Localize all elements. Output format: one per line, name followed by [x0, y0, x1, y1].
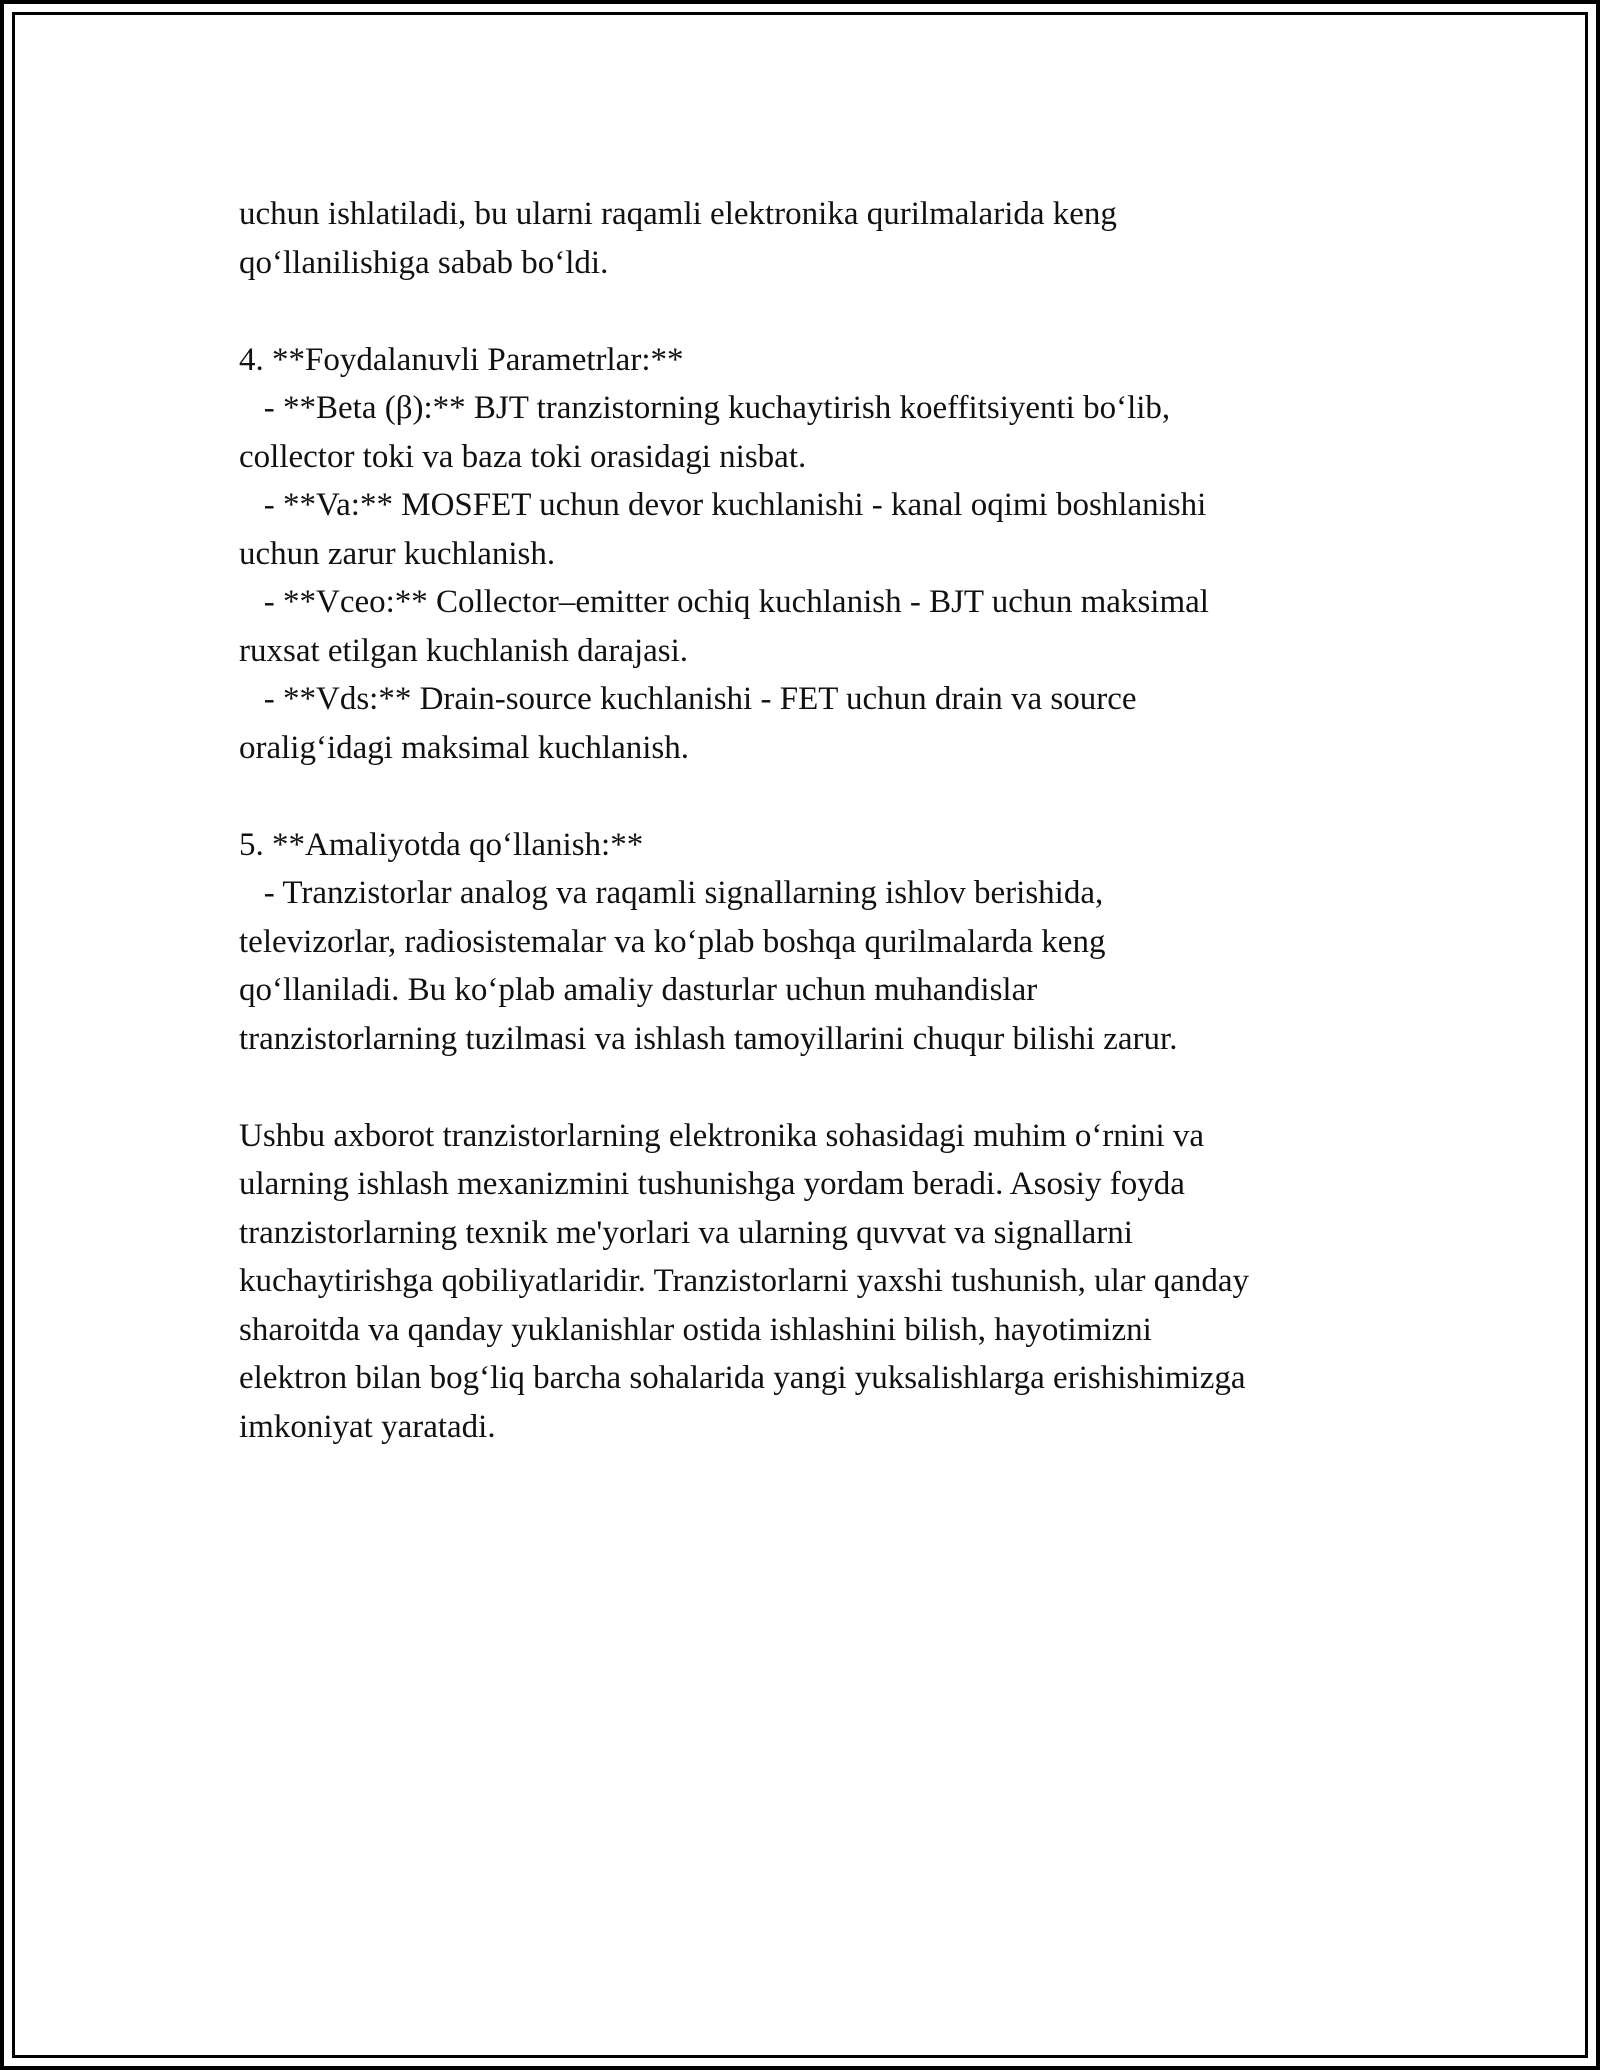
list-item-line: - **Vds:** Drain-source kuchlanishi - FET uchun drain va source [239, 681, 1137, 717]
list-item-line: - **Va:** MOSFET uchun devor kuchlanishi - kanal oqimi boshlanishi [239, 487, 1207, 523]
paragraph-intro-continuation [239, 190, 1419, 287]
section-practical-application [239, 821, 1419, 1064]
list-item-line: uchun zarur kuchlanish. [239, 535, 556, 572]
text-line: ularning ishlash mexanizmini tushunishga yordam beradi. Asosiy foyda [239, 1166, 1185, 1202]
list-item-line: televizorlar, radiosistemalar va ko‘plab boshqa qurilmalarda keng [239, 923, 1106, 960]
section-heading: 5. **Amaliyotda qo‘llanish:** [239, 826, 644, 863]
section-heading: 4. **Foydalanuvli Parametrlar:** [239, 341, 684, 378]
text-line: sharoitda va qanday yuklanishlar ostida ishlashini bilish, hayotimizni [239, 1311, 1152, 1348]
paragraph-conclusion [239, 1112, 1419, 1452]
list-item-line: oralig‘idagi maksimal kuchlanish. [239, 729, 689, 766]
text-line: qo‘llanilishiga sabab bo‘ldi. [239, 244, 609, 281]
text-line: imkoniyat yaratadi. [239, 1408, 496, 1445]
list-item-line: collector toki va baza toki orasidagi nisbat. [239, 438, 807, 475]
text-line: uchun ishlatiladi, bu ularni raqamli elektronika qurilmalarida keng [239, 196, 1117, 232]
text-line: elektron bilan bog‘liq barcha sohalarida yangi yuksalishlarga erishishimizga [239, 1360, 1246, 1396]
text-line: Ushbu axborot tranzistorlarning elektronika sohasidagi muhim o‘rnini va [239, 1117, 1205, 1154]
list-item-line: - **Vceo:** Collector–emitter ochiq kuchlanish - BJT uchun maksimal [239, 584, 1209, 620]
text-line: tranzistorlarning texnik me'yorlari va ularning quvvat va signallarni [239, 1214, 1133, 1251]
text-line: kuchaytirishga qobiliyatlaridir. Tranzistorlarni yaxshi tushunish, ular qanday [239, 1263, 1250, 1299]
list-item-line: - **Beta (β):** BJT tranzistorning kuchaytirish koeffitsiyenti bo‘lib, [239, 390, 1171, 426]
section-useful-parameters [239, 336, 1419, 773]
list-item-line: qo‘llaniladi. Bu ko‘plab amaliy dasturlar uchun muhandislar [239, 972, 1038, 1008]
list-item-line: ruxsat etilgan kuchlanish darajasi. [239, 632, 689, 669]
list-item-line: - Tranzistorlar analog va raqamli signallarning ishlov berishida, [239, 875, 1104, 911]
document-body [239, 190, 1419, 1500]
list-item-line: tranzistorlarning tuzilmasi va ishlash tamoyillarini chuqur bilishi zarur. [239, 1020, 1178, 1057]
